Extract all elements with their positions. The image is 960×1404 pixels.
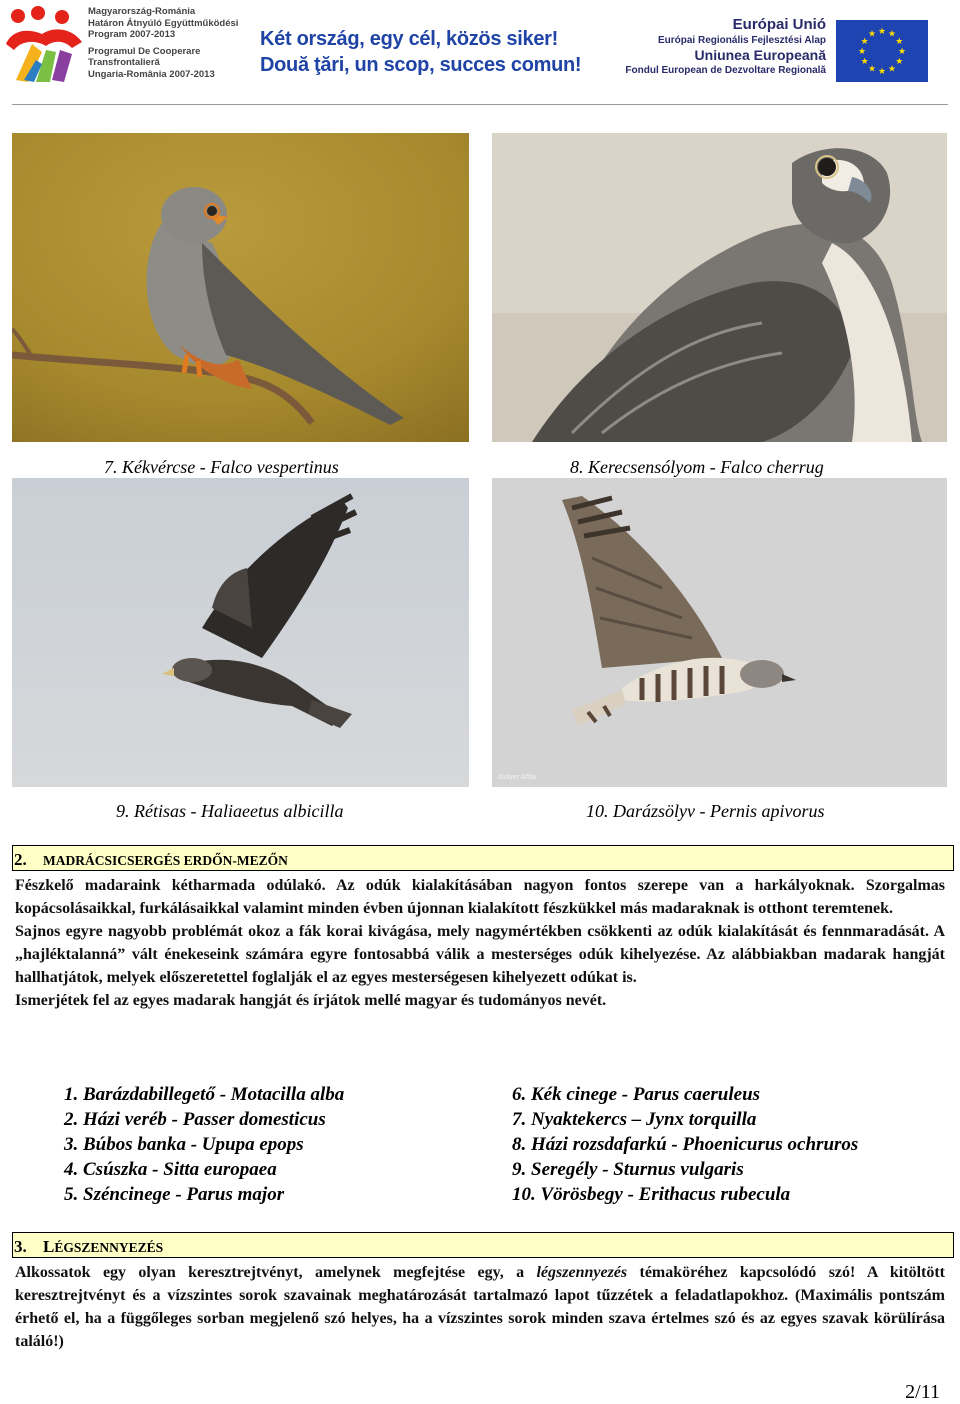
photo-watermark: Ibolyer Attila (498, 774, 537, 781)
eu-text-block (596, 16, 826, 77)
list-item: 9. Seregély - Sturnus vulgaris (512, 1159, 744, 1180)
program-line: Ungaria-România 2007-2013 (88, 68, 215, 80)
section-2-heading (14, 849, 288, 872)
list-item: 1. Barázdabillegető - Motacilla alba (64, 1084, 345, 1105)
program-name-block (88, 6, 258, 80)
paragraph (15, 1261, 945, 1353)
paragraph: Fészkelő madaraink kétharmada odúlakó. Az odúk kialakításában nagyon fontos szerepe van a harkályoknak. Szorgalmas kopácsolásaikkal, furkálásaikkal valamint minden évben újonnan kialakított fészkükkel más madaraknak is otthont teremtenek. (15, 877, 945, 917)
header-divider (12, 104, 948, 105)
bird-list-left (64, 1082, 344, 1207)
list-item: 4. Csúszka - Sitta europaea (64, 1159, 277, 1180)
program-line: Magyarország-Románia (88, 6, 196, 17)
section-number: 3. (14, 1237, 27, 1256)
photo-saker-falcon (492, 133, 947, 442)
eu-title-hu: Európai Unió (732, 16, 826, 33)
page-header (0, 0, 960, 106)
eu-star-icon: ★ (877, 67, 887, 77)
eu-title-ro: Uniunea Europeană (694, 47, 826, 63)
eu-flag-icon (836, 20, 928, 82)
caption-photo-7: 7. Kékvércse - Falco vespertinus (104, 457, 339, 477)
paragraph-text: témaköréhez kapcsolódó szó! A kitöltött keresztrejtvényt és a vízszintes sorok szavainak meghatározását tartalmazó lapot tűzzétek a feladatlapokhoz. (Maximális pontszám érhető el, ha a függőleges sorban megjelenő szó helyes, ha a vízszintes sorok minden szava értelmes szó és az egyes szavak körülírása találó!) (15, 1264, 945, 1350)
eu-star-icon: ★ (895, 37, 904, 47)
list-item: 5. Széncinege - Parus major (64, 1184, 285, 1205)
eu-fund-ro: Fondul European de Dezvoltare Regională (625, 65, 826, 76)
section-2-body (15, 874, 945, 1012)
program-line: Transfrontalieră (88, 57, 160, 68)
paragraph-text: Alkossatok egy olyan keresztrejtvényt, amelynek megfejtése egy, a (15, 1264, 537, 1281)
photo-honey-buzzard (492, 478, 947, 787)
caption-photo-10: 10. Darázsölyv - Pernis apivorus (586, 801, 825, 821)
eu-star-icon: ★ (895, 57, 904, 67)
slogan-romanian: Două ţări, un scop, succes comun! (260, 54, 582, 76)
eu-star-icon: ★ (867, 29, 877, 40)
eu-star-icon: ★ (887, 64, 897, 75)
program-line: Programul De Cooperare (88, 45, 201, 57)
section-title: MADRÁCSICSERGÉS ERDŐN-MEZŐN (43, 853, 288, 868)
section-3-heading (14, 1236, 163, 1259)
program-line: Program 2007-2013 (88, 29, 176, 40)
list-item: 7. Nyaktekercs – Jynx torquilla (512, 1109, 757, 1130)
section-title: ÉGSZENNYEZÉS (54, 1240, 164, 1255)
eu-star-icon: ★ (897, 47, 907, 57)
program-line: Határon Átnyúló Együttműködési (88, 17, 239, 29)
list-item: 8. Házi rozsdafarkú - Phoenicurus ochruros (512, 1134, 859, 1155)
eu-star-icon: ★ (887, 29, 897, 40)
eu-fund-hu: Európai Regionális Fejlesztési Alap (657, 35, 826, 46)
section-title-initial: L (43, 1237, 55, 1256)
eu-star-icon: ★ (857, 47, 867, 57)
photo-red-footed-falcon (12, 133, 469, 442)
section-number: 2. (14, 850, 27, 869)
list-item: 10. Vörösbegy - Erithacus rubecula (512, 1184, 791, 1205)
photo-white-tailed-eagle (12, 478, 469, 787)
eu-star-icon: ★ (867, 64, 877, 75)
bird-list-right (512, 1082, 858, 1207)
section-3-body (15, 1261, 945, 1353)
paragraph: Sajnos egyre nagyobb problémát okoz a fák korai kivágása, mely nagymértékben csökkenti az odúk kialakítását és fennmaradását. A „hajléktalanná” vált énekeseink számára egyre fontosabbá válik a mesterséges odúk kihelyezése. Az alábbiakban madarak hangját hallhatjátok, melyek előszeretettel foglalják el az egyes mesterségesen kihelyezett odúkat is. (15, 923, 945, 986)
eu-star-icon: ★ (877, 27, 887, 37)
caption-photo-8: 8. Kerecsensólyom - Falco cherrug (570, 457, 824, 477)
list-item: 6. Kék cinege - Parus caeruleus (512, 1084, 761, 1105)
list-item: 3. Búbos banka - Upupa epops (64, 1134, 304, 1155)
page-number: 2/11 (905, 1381, 940, 1403)
eu-star-icon: ★ (860, 37, 869, 47)
paragraph: Ismerjétek fel az egyes madarak hangját és írjátok mellé magyar és tudományos nevét. (15, 992, 607, 1009)
slogan-hungarian: Két ország, egy cél, közös siker! (260, 28, 559, 50)
program-logo-people-icon (2, 4, 86, 84)
caption-photo-9: 9. Rétisas - Haliaeetus albicilla (116, 801, 344, 821)
list-item: 2. Házi veréb - Passer domesticus (64, 1109, 326, 1130)
emphasized-term: légszennyezés (536, 1264, 628, 1281)
slogan-block (260, 26, 581, 78)
eu-star-icon: ★ (860, 57, 869, 67)
